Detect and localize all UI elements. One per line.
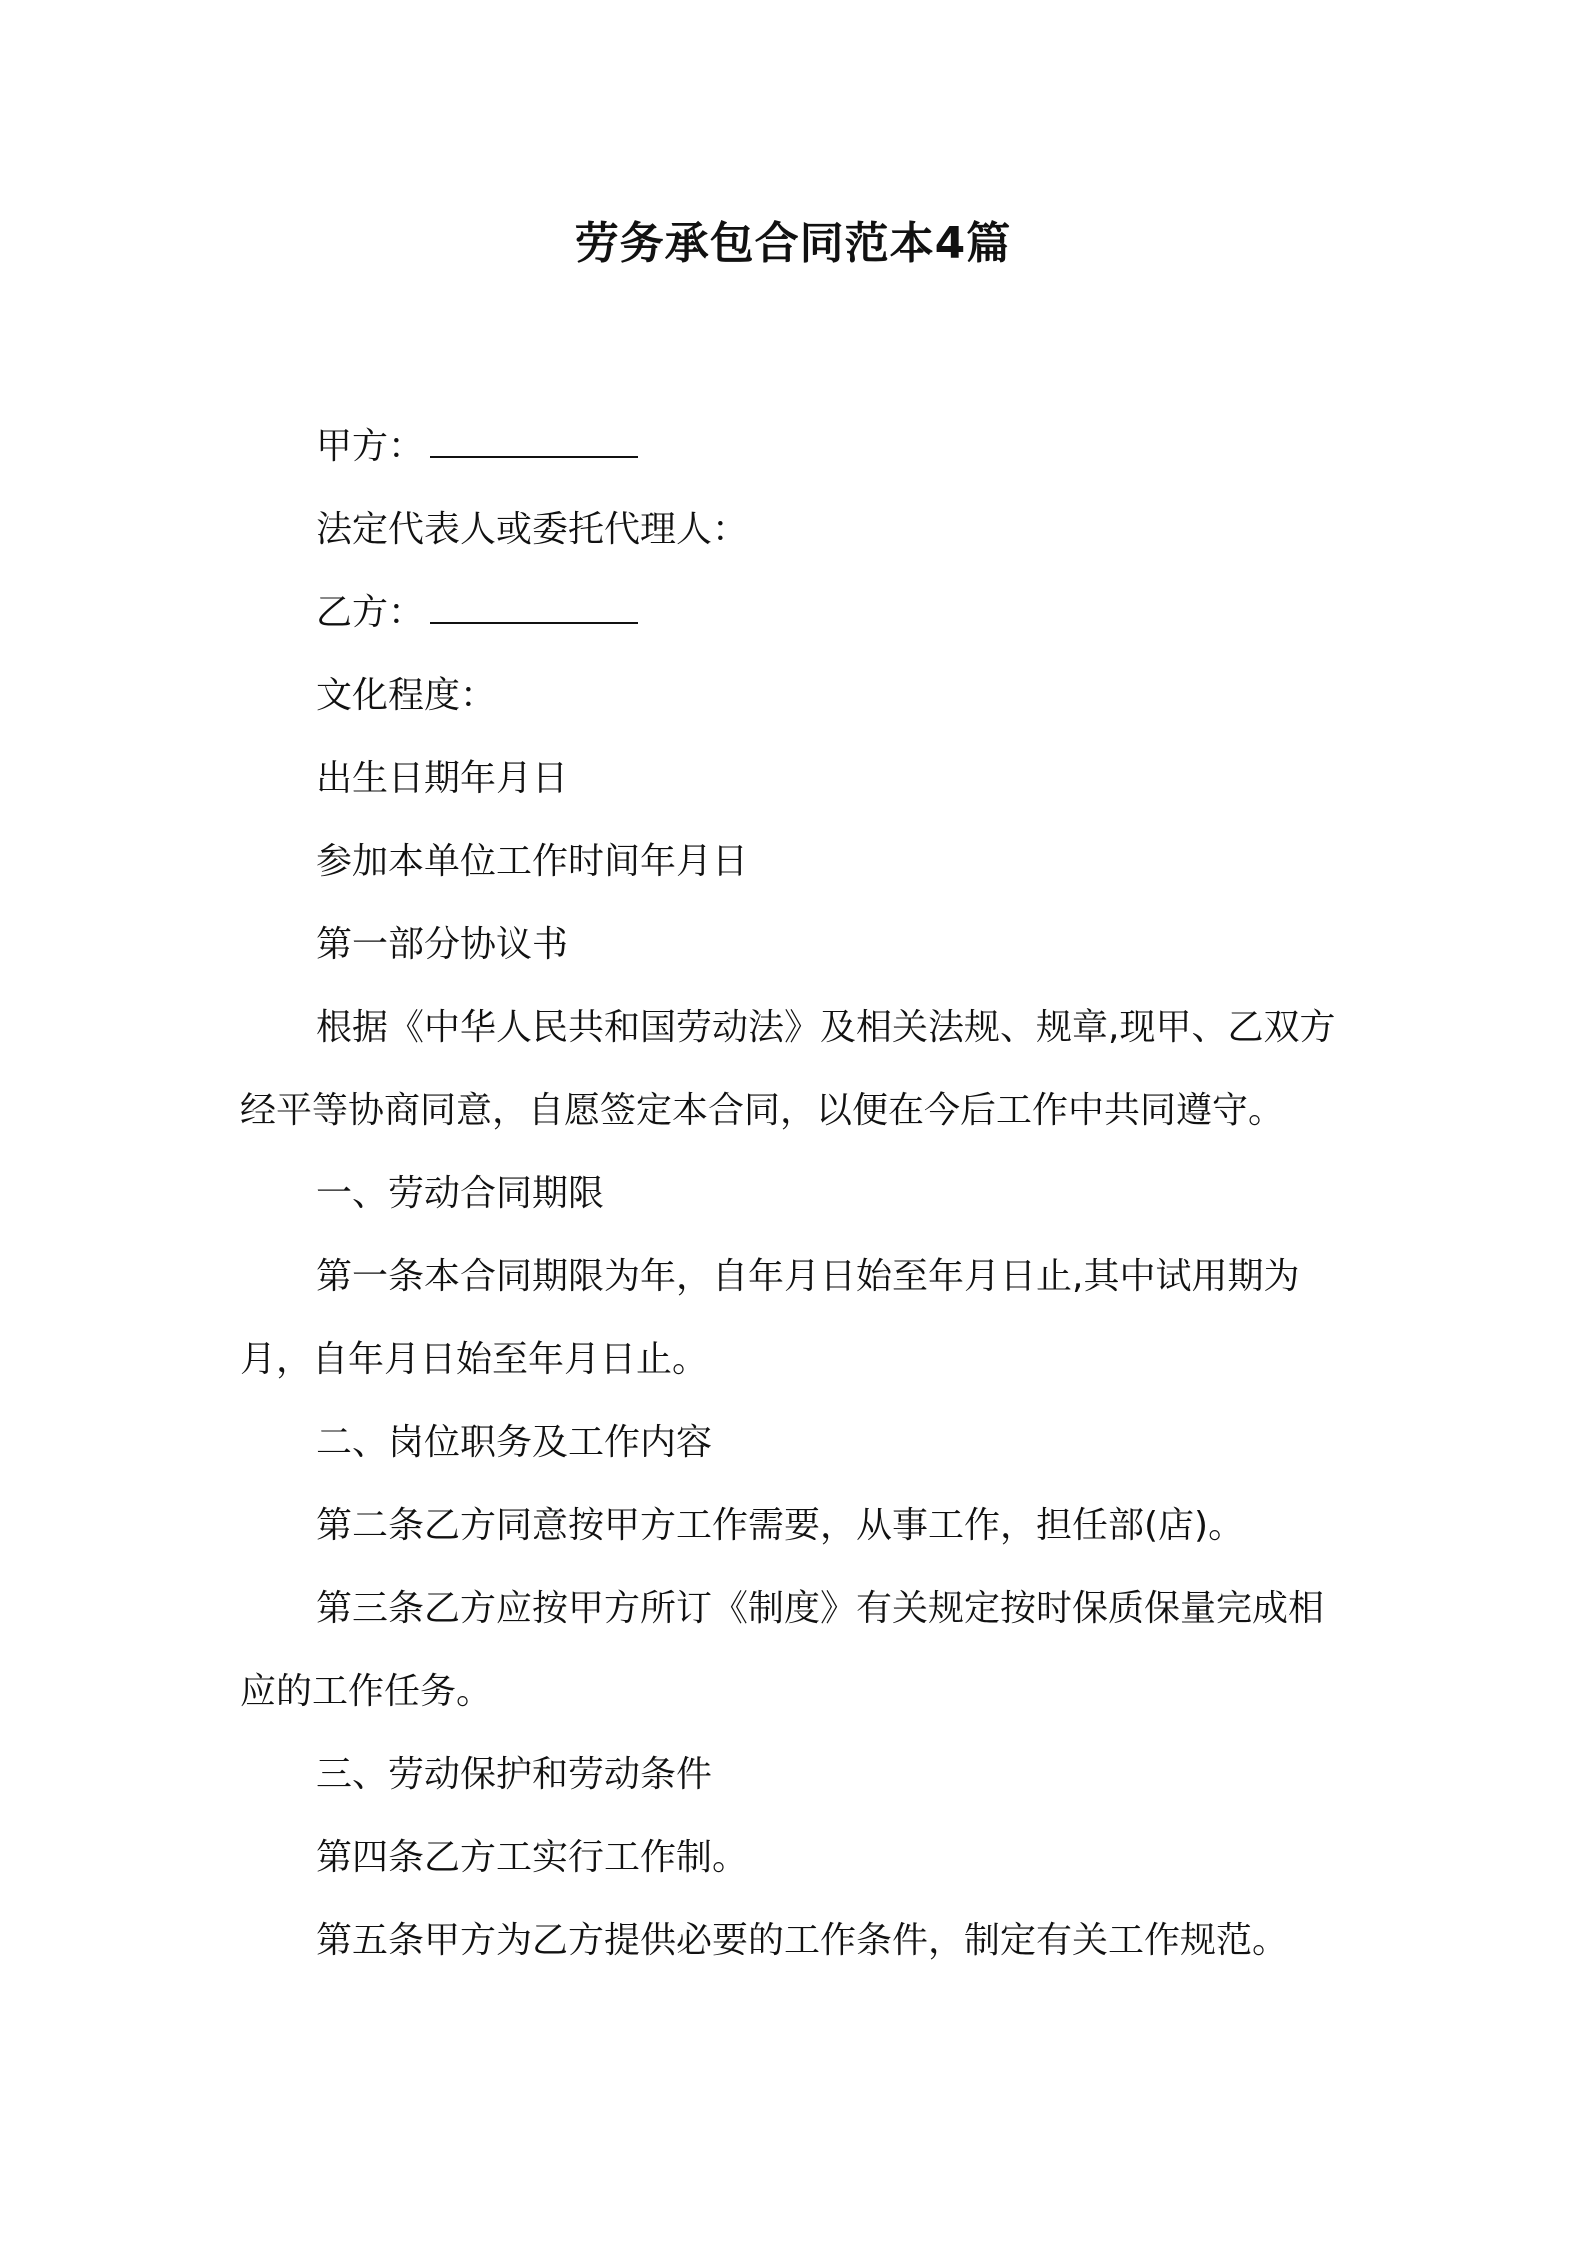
article-three: 第三条乙方应按甲方所订《制度》有关规定按时保质保量完成相应的工作任务。	[240, 1588, 1325, 1712]
education-line: 文化程度：	[316, 675, 497, 716]
join-date-line: 参加本单位工作时间年月日	[316, 841, 749, 882]
birth-date-line: 出生日期年月日	[316, 758, 569, 799]
document-body	[240, 405, 1356, 1982]
party-b-line	[240, 571, 1356, 654]
article-one: 第一条本合同期限为年，自年月日始至年月日止,其中试用期为月，自年月日始至年月日止。	[240, 1256, 1300, 1380]
legal-rep-line: 法定代表人或委托代理人：	[316, 509, 749, 550]
article-two: 第二条乙方同意按甲方工作需要，从事工作，担任部(店)。	[316, 1505, 1245, 1546]
section-one-heading: 一、劳动合同期限	[316, 1173, 605, 1214]
part-one-heading: 第一部分协议书	[316, 924, 569, 965]
article-four: 第四条乙方工实行工作制。	[316, 1837, 749, 1878]
intro-paragraph: 根据《中华人民共和国劳动法》及相关法规、规章,现甲、乙双方经平等协商同意，自愿签定本合同，以便在今后工作中共同遵守。	[240, 1007, 1336, 1131]
article-five: 第五条甲方为乙方提供必要的工作条件，制定有关工作规范。	[316, 1920, 1289, 1961]
document-title: 劳务承包合同范本4篇	[574, 218, 1012, 269]
party-b-label: 乙方：	[316, 592, 425, 633]
section-two-heading: 二、岗位职务及工作内容	[316, 1422, 713, 1463]
party-a-line	[240, 405, 1356, 488]
party-b-blank	[430, 586, 638, 624]
section-three-heading: 三、劳动保护和劳动条件	[316, 1754, 713, 1795]
party-a-blank	[430, 420, 638, 458]
party-a-label: 甲方：	[316, 426, 425, 467]
